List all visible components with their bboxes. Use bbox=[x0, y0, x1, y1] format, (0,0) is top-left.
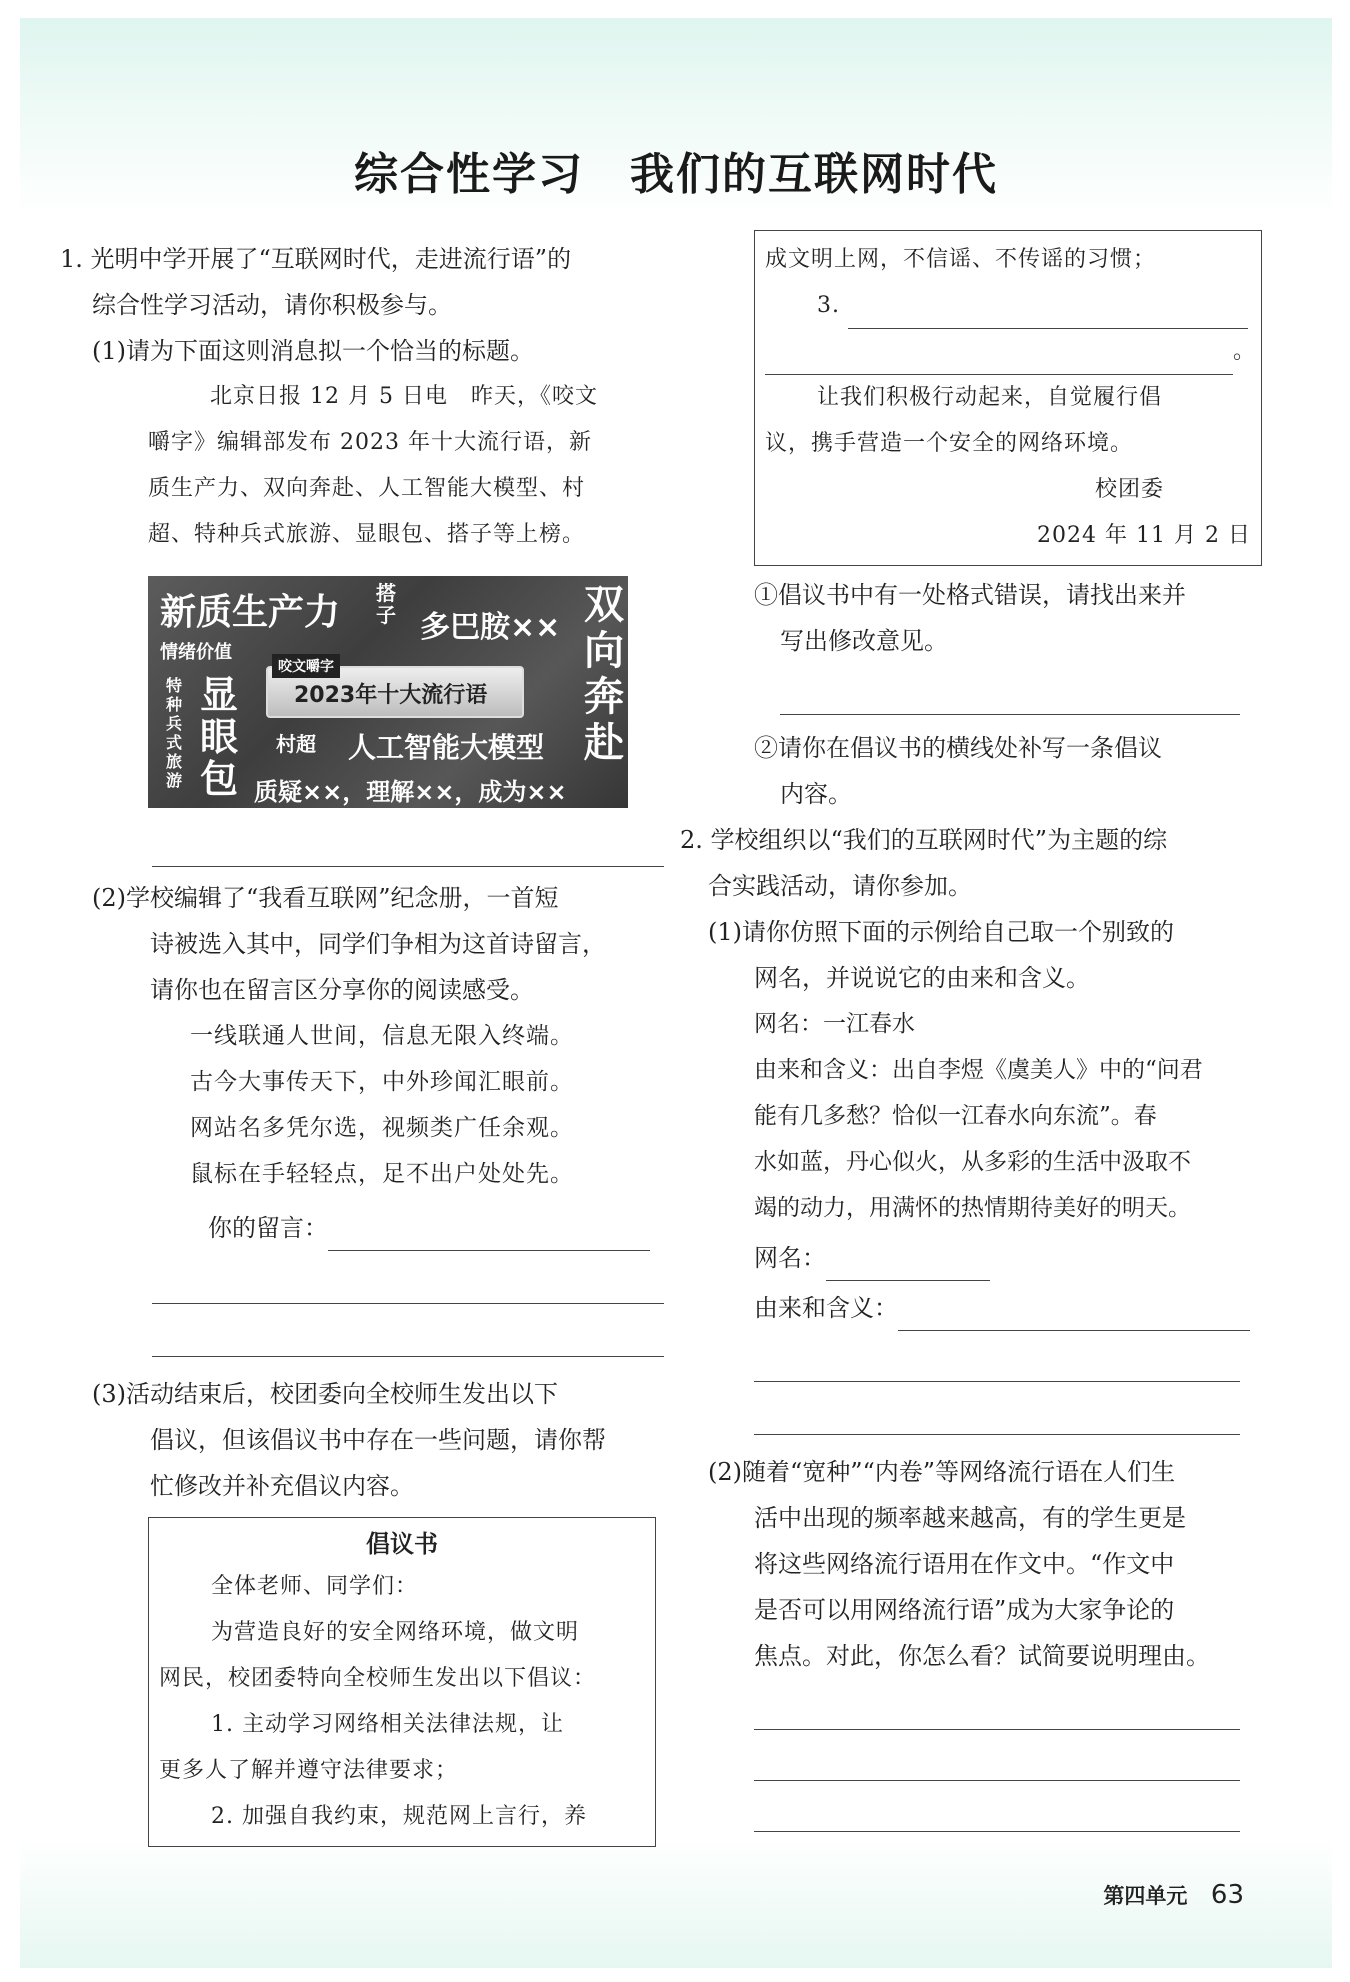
poem-line: 网站名多凭尔选，视频类广任余观。 bbox=[190, 1115, 574, 1141]
right-column bbox=[680, 236, 1280, 1832]
proposal-period: 。 bbox=[1233, 339, 1257, 364]
q2-part2-line: 焦点。对此，你怎么看？试简要说明理由。 bbox=[754, 1642, 1210, 1670]
proposal-item3-answer-line[interactable] bbox=[765, 342, 1233, 375]
page-title: 综合性学习 我们的互联网时代 bbox=[354, 149, 998, 200]
q2-intro-line: 合实践活动，请你参加。 bbox=[708, 872, 972, 900]
reason-answer-line[interactable] bbox=[754, 1729, 1240, 1730]
poem-line: 一线联通人世间，信息无限入终端。 bbox=[190, 1023, 574, 1049]
q1-sub2-line: 内容。 bbox=[780, 780, 852, 808]
q1-part2-line: 诗被选入其中，同学们争相为这首诗留言， bbox=[150, 930, 606, 958]
banner-word: 新质生产力 bbox=[160, 592, 341, 633]
q1-sub2-line: ②请你在倡议书的横线处补写一条倡议 bbox=[754, 734, 1162, 762]
q1-intro-line2: 综合性学习活动，请你积极参与。 bbox=[92, 291, 452, 319]
reason-answer-line[interactable] bbox=[754, 1831, 1240, 1832]
news-line: 超、特种兵式旅游、显眼包、搭子等上榜。 bbox=[148, 522, 586, 547]
q1-part2-line: 请你也在留言区分享你的阅读感受。 bbox=[150, 976, 534, 1004]
news-line: 嚼字》编辑部发布 2023 年十大流行语，新 bbox=[148, 430, 592, 455]
banner-word: 情绪价值 bbox=[160, 642, 232, 663]
proposal-item3-row2 bbox=[765, 329, 1257, 375]
example-line: 由来和含义：出自李煜《虞美人》中的“问君 bbox=[754, 1057, 1203, 1083]
banner-word: 双向奔赴 bbox=[584, 582, 624, 766]
q1-sub1-line: 写出修改意见。 bbox=[780, 627, 948, 655]
banner-word: 人工智能大模型 bbox=[348, 731, 545, 764]
banner-word: 多巴胺×× bbox=[420, 610, 561, 645]
q1-sub1-line: ①倡议书中有一处格式错误，请找出来并 bbox=[754, 581, 1186, 609]
banner-center-text: 2023年十大流行语 bbox=[294, 683, 488, 708]
poem-line: 鼠标在手轻轻点，足不出户处处先。 bbox=[190, 1161, 574, 1187]
banner-word: 村超 bbox=[276, 732, 316, 756]
q2-part2-line: 将这些网络流行语用在作文中。“作文中 bbox=[754, 1550, 1175, 1578]
q1-part3-line: 倡议，但该倡议书中存在一些问题，请你帮 bbox=[150, 1426, 606, 1454]
meaning-answer-line[interactable] bbox=[898, 1298, 1250, 1331]
news-line: 北京日报 12 月 5 日电 昨天，《咬文 bbox=[210, 384, 598, 409]
banner-logo: 咬文嚼字 bbox=[272, 654, 340, 678]
unit-label: 第四单元 bbox=[1103, 1884, 1188, 1908]
proposal-title: 倡议书 bbox=[366, 1530, 438, 1558]
proposal-closing: 议，携手营造一个安全的网络环境。 bbox=[765, 431, 1134, 456]
meaning-answer-line[interactable] bbox=[754, 1381, 1240, 1382]
q2-part2-line: (2)随着“宽种”“内卷”等网络流行语在人们生 bbox=[708, 1458, 1176, 1486]
proposal-box-part1 bbox=[148, 1517, 656, 1847]
q1-part3-line: 忙修改并补充倡议内容。 bbox=[150, 1472, 414, 1500]
banner-center-plate bbox=[266, 659, 524, 718]
proposal-item3-answer-line[interactable] bbox=[848, 296, 1248, 329]
comment-label: 你的留言： bbox=[208, 1214, 328, 1242]
q2-part2-line: 是否可以用网络流行语”成为大家争论的 bbox=[754, 1596, 1175, 1624]
proposal-line: 更多人了解并遵守法律要求； bbox=[159, 1758, 459, 1783]
q1-part3-line: (3)活动结束后，校团委向全校师生发出以下 bbox=[92, 1380, 558, 1408]
q1-intro-line1: 1. 光明中学开展了“互联网时代，走进流行语”的 bbox=[60, 245, 572, 273]
proposal-cont-line: 成文明上网，不信谣、不传谣的习惯； bbox=[765, 247, 1157, 272]
meaning-row bbox=[680, 1285, 1280, 1331]
comment-answer-line[interactable] bbox=[152, 1303, 664, 1304]
workbook-page bbox=[20, 18, 1332, 1968]
proposal-item3-label: 3. bbox=[817, 293, 840, 318]
banner-word: 特种兵式旅游 bbox=[166, 676, 183, 790]
banner-word: 质疑××，理解××，成为×× bbox=[254, 778, 567, 806]
example-line: 水如蓝，丹心似火，从多彩的生活中汲取不 bbox=[754, 1149, 1191, 1175]
comment-row bbox=[60, 1205, 678, 1251]
banner-word: 显眼包 bbox=[200, 673, 239, 801]
example-line: 竭的动力，用满怀的热情期待美好的明天。 bbox=[754, 1195, 1191, 1221]
netname-label: 网名： bbox=[754, 1244, 826, 1272]
proposal-line: 为营造良好的安全网络环境，做文明 bbox=[211, 1620, 580, 1645]
banner-word: 搭子 bbox=[376, 581, 396, 627]
q1-part1-prompt: (1)请为下面这则消息拟一个恰当的标题。 bbox=[92, 337, 534, 365]
proposal-line: 全体老师、同学们： bbox=[211, 1574, 419, 1599]
example-line: 能有几多愁？恰似一江春水向东流”。春 bbox=[754, 1103, 1157, 1129]
reason-answer-line[interactable] bbox=[754, 1780, 1240, 1781]
q2-part1-line: (1)请你仿照下面的示例给自己取一个别致的 bbox=[708, 918, 1174, 946]
q2-intro-line: 2. 学校组织以“我们的互联网时代”为主题的综 bbox=[680, 826, 1168, 854]
buzzword-banner-image bbox=[148, 576, 628, 808]
q2-part1-line: 网名，并说说它的由来和含义。 bbox=[754, 964, 1090, 992]
news-line: 质生产力、双向奔赴、人工智能大模型、村 bbox=[148, 476, 586, 501]
netname-answer-line[interactable] bbox=[826, 1248, 990, 1281]
page-number: 63 bbox=[1210, 1880, 1244, 1910]
proposal-item3-row bbox=[765, 283, 1251, 329]
netname-row bbox=[680, 1235, 1280, 1281]
proposal-line: 1. 主动学习网络相关法律法规，让 bbox=[211, 1712, 564, 1737]
example-name: 网名：一江春水 bbox=[754, 1011, 915, 1037]
proposal-box-part2 bbox=[754, 230, 1262, 566]
comment-answer-line[interactable] bbox=[328, 1218, 650, 1251]
q1-part2-line: (2)学校编辑了“我看互联网”纪念册，一首短 bbox=[92, 884, 559, 912]
meaning-label: 由来和含义： bbox=[754, 1294, 898, 1322]
proposal-date: 2024 年 11 月 2 日 bbox=[1037, 523, 1251, 548]
proposal-closing: 让我们积极行动起来，自觉履行倡 bbox=[817, 385, 1163, 410]
proposal-signer: 校团委 bbox=[1095, 477, 1165, 502]
proposal-line: 网民，校团委特向全校师生发出以下倡议： bbox=[159, 1666, 597, 1691]
poem-line: 古今大事传天下，中外珍闻汇眼前。 bbox=[190, 1069, 574, 1095]
page-footer bbox=[1103, 1880, 1244, 1910]
proposal-line: 2. 加强自我约束，规范网上言行，养 bbox=[211, 1804, 587, 1829]
left-column bbox=[60, 236, 678, 1847]
q2-part2-line: 活中出现的频率越来越高，有的学生更是 bbox=[754, 1504, 1186, 1532]
